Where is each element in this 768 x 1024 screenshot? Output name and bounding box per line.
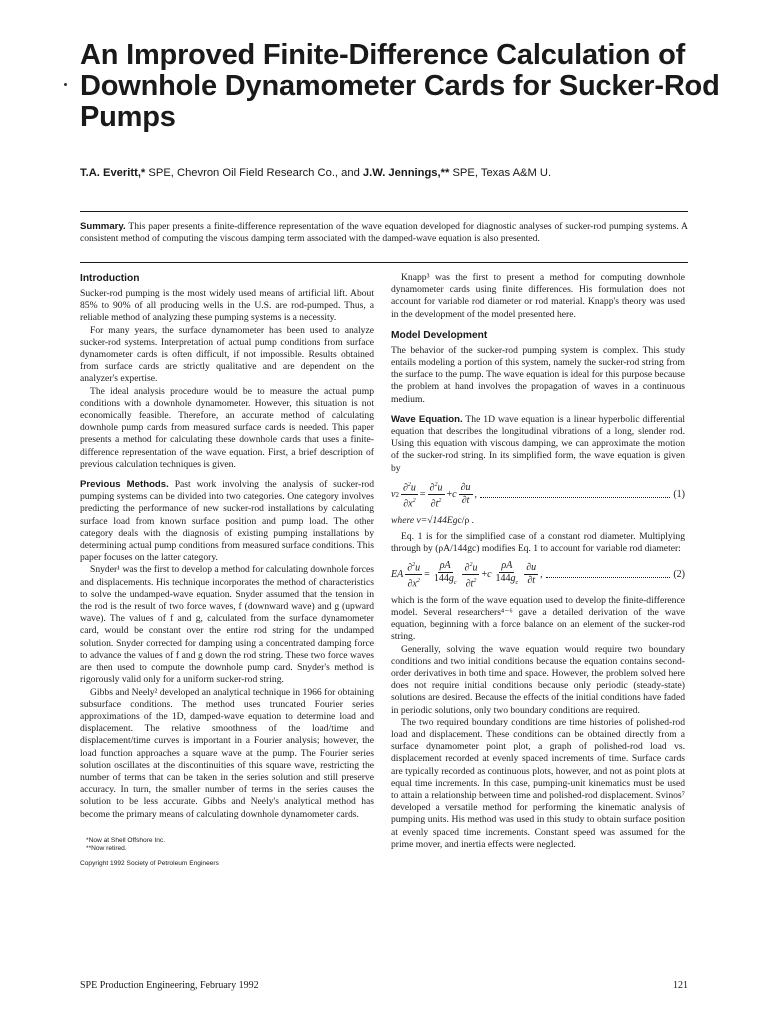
- where-text: where v=√144Eg: [391, 514, 458, 526]
- wave-equation-text: The 1D wave equation is a linear hyperbolic differential equation that describes the longitudinal vibrations of a long, slender rod. Using this equation with viscous damping, we can approximate the motion of the sucker-rod string. In its simplified form, the wave equation is given by: [391, 413, 685, 474]
- intro-paragraph-1: Sucker-rod pumping is the most widely used means of artificial lift. About 85% to 90% of all producing wells in the U.S. are rod-pumped. Thus, a reliable method of analyzing these pumping systems is a necessity.: [80, 288, 374, 324]
- page-number: 121: [673, 980, 688, 991]
- journal-citation: SPE Production Engineering, February 1992: [80, 980, 259, 991]
- equation-2: EA $\frac{\partial^2u}{\partial x^2}$ = $\frac{\rho A}{144g_c}$ $\frac{\partial^2u}{\partial t^2}$ +c $\frac{\rho A}{144g_c}$ $\frac{\partial u}{\partial t}$ , (2): [391, 560, 685, 590]
- equation-1-note: [391, 531, 685, 555]
- where-clause: [391, 515, 685, 527]
- equation-1: v 2 $\frac{\partial^2u}{\partial x^2}$ = $\frac{\partial^2u}{\partial t^2}$ +c $\frac{\partial u}{\partial t}$ , (1): [391, 479, 685, 511]
- summary-bottom-rule: [80, 262, 688, 263]
- wave-equation-paragraph: [391, 414, 685, 475]
- copyright-notice: Copyright 1992 Society of Petroleum Engineers: [80, 859, 219, 867]
- footnote-1: *Now at Shell Offshore Inc.: [86, 836, 166, 844]
- left-column: [80, 272, 374, 868]
- right-column: [391, 272, 685, 851]
- previous-methods-label: Previous Methods.: [80, 479, 169, 491]
- boundary-general-paragraph: Generally, solving the wave equation would require two boundary conditions and two initial conditions because the equation contains second-order derivatives in both time and space. However, the problem solved here does not require initial conditions because only periodic (steady-state) solutions are desired. Because the effects of the initial conditions have faded in periodic solutions, only two boundary conditions are required.: [391, 643, 685, 716]
- author-line: [80, 166, 720, 180]
- summary-text: This paper presents a finite-difference representation of the wave equation developed for diagnostic analyses of sucker-rod pumping systems. A consistent method of computing the viscous damping term associated with the damped-wave equation is also presented.: [80, 221, 688, 245]
- eq1-note-text: Eq. 1 is for the simplified case of a constant rod diameter. Multiplying through by (ρA/144g: [391, 530, 685, 554]
- summary-block: [80, 221, 688, 245]
- author-2-affiliation: SPE, Texas A&M U.: [449, 167, 552, 179]
- author-1-affiliation: SPE, Chevron Oil Field Research Co., and: [145, 167, 363, 179]
- boundary-conditions-paragraph: The two required boundary conditions are time histories of polished-rod load and displacement. These conditions can be obtained directly from a surface dynamometer point plot, a graph of polished-rod load vs. displacement recorded at evenly spaced increments of time. Surface cards are typically recorded as continuous plots, however, and not as point plots at equal time increments. In this case, pumping-unit kinematics must be used to attain a relationship between time and polished-rod displacement. Svinos⁷ developed a versatile method for performing the kinematic analysis of pumping units. His method was used in this study to obtain surface position at evenly spaced time increments. Constant speed was assumed for the prime mover, and inertia effects were neglected.: [391, 716, 685, 850]
- summary-top-rule: [80, 211, 688, 212]
- equation-1-number: (1): [673, 488, 685, 500]
- equation-2-number: (2): [673, 568, 685, 580]
- margin-mark: [64, 83, 67, 86]
- knapp-paragraph: Knapp³ was the first to present a method for computing downhole dynamometer cards using finite differences. His formulation does not account for variable rod diameter or rod material. Knapp's theory was used in the development of the model presented here.: [391, 272, 685, 320]
- intro-paragraph-2: For many years, the surface dynamometer has been used to analyze sucker-rod systems. Interpretation of actual pump conditions from surface dynamometer cards is often difficult, if not impossible. Results obtained from surface cards are strictly qualitative and are dependent on the analyzer's expertise.: [80, 324, 374, 385]
- footnote-2: **Now retired.: [86, 845, 127, 853]
- model-paragraph-1: The behavior of the sucker-rod pumping system is complex. This study entails modeling a portion of this system, namely the sucker-rod string from the surface to the pump. The wave equation is ideal for this purpose because the problem at hand involves the propagation of waves in a continuous medium.: [391, 344, 685, 405]
- introduction-heading: Introduction: [80, 273, 140, 284]
- intro-paragraph-3: The ideal analysis procedure would be to measure the actual pump conditions with a downhole dynamometer. However, this situation is not economically feasible. Therefore, an accurate method of calculating downhole pump cards from measured surface cards is needed. This paper presents a method for calculating these downhole cards that uses a finite-difference representation of the wave equation. First, a brief description of previous calculation techniques is given.: [80, 385, 374, 470]
- after-equation-2: which is the form of the wave equation used to develop the finite-difference model. Several researchers⁴⁻⁶ gave a detailed derivation of the wave equation, beginning with a force balance on an element of the sucker-rod string.: [391, 594, 685, 643]
- author-2-name: J.W. Jennings,**: [362, 167, 450, 179]
- model-development-heading: Model Development: [391, 329, 488, 341]
- footnotes: [80, 837, 374, 854]
- eq1-note-tail: c) modifies Eq. 1 to account for variable rod diameter:: [472, 542, 681, 554]
- gibbs-neely-paragraph: Gibbs and Neely² developed an analytical technique in 1966 for obtaining subsurface conditions. The method uses truncated Fourier series approximations of the 1D, damped-wave equation to determine load and displacement. The relative smoothness of the load/time and displacement/time curves is important in a Fourier analysis; however, the load function approaches a square wave at the pump. The Fourier series solution oscillates at the discontinuities of this square wave, restricting the number of terms that can be taken in the series solution and still preserve accuracy. In turn, the smaller number of terms in the series causes the solution to be less accurate. Gibbs and Neely's analytical method has become the primary means of calculating downhole dynamometer cards.: [80, 686, 374, 820]
- wave-equation-label: Wave Equation.: [391, 413, 463, 425]
- paper-title: An Improved Finite-Difference Calculation of Downhole Dynamometer Cards for Sucker-Rod Pumps: [80, 39, 720, 133]
- previous-methods-text: Past work involving the analysis of sucker-rod pumping systems can be divided into two categories. One category involves predicting the performance of new sucker-rod installations by calculating surface load from known surface position and pump load. The other category deals with the diagnosis of existing pumping installations by determining actual pump conditions from measured surface conditions. This paper focuses on the latter category.: [80, 479, 374, 564]
- snyder-paragraph: Snyder¹ was the first to develop a method for calculating downhole forces and displacements. His technique incorporates the method of characteristics to solve the undamped-wave equation. Snyder assumed that the tension in the rod is the result of two force waves, f (downward wave) and g (upward wave). The values of f and g, calculated from the surface dynamometer card, would be constant over the entire rod string for the undamped solution. Snyder corrected for damping using a concentrated damping force to advance the values of f and g down the rod string. These two force waves are then used to compute the downhole pump card. Snyder's method is rigorously valid only for a uniform sucker-rod string.: [80, 564, 374, 686]
- summary-label: Summary.: [80, 221, 126, 232]
- previous-methods-paragraph: [80, 479, 374, 564]
- where-tail: c/ρ .: [457, 514, 475, 526]
- author-1-name: T.A. Everitt,*: [80, 167, 146, 179]
